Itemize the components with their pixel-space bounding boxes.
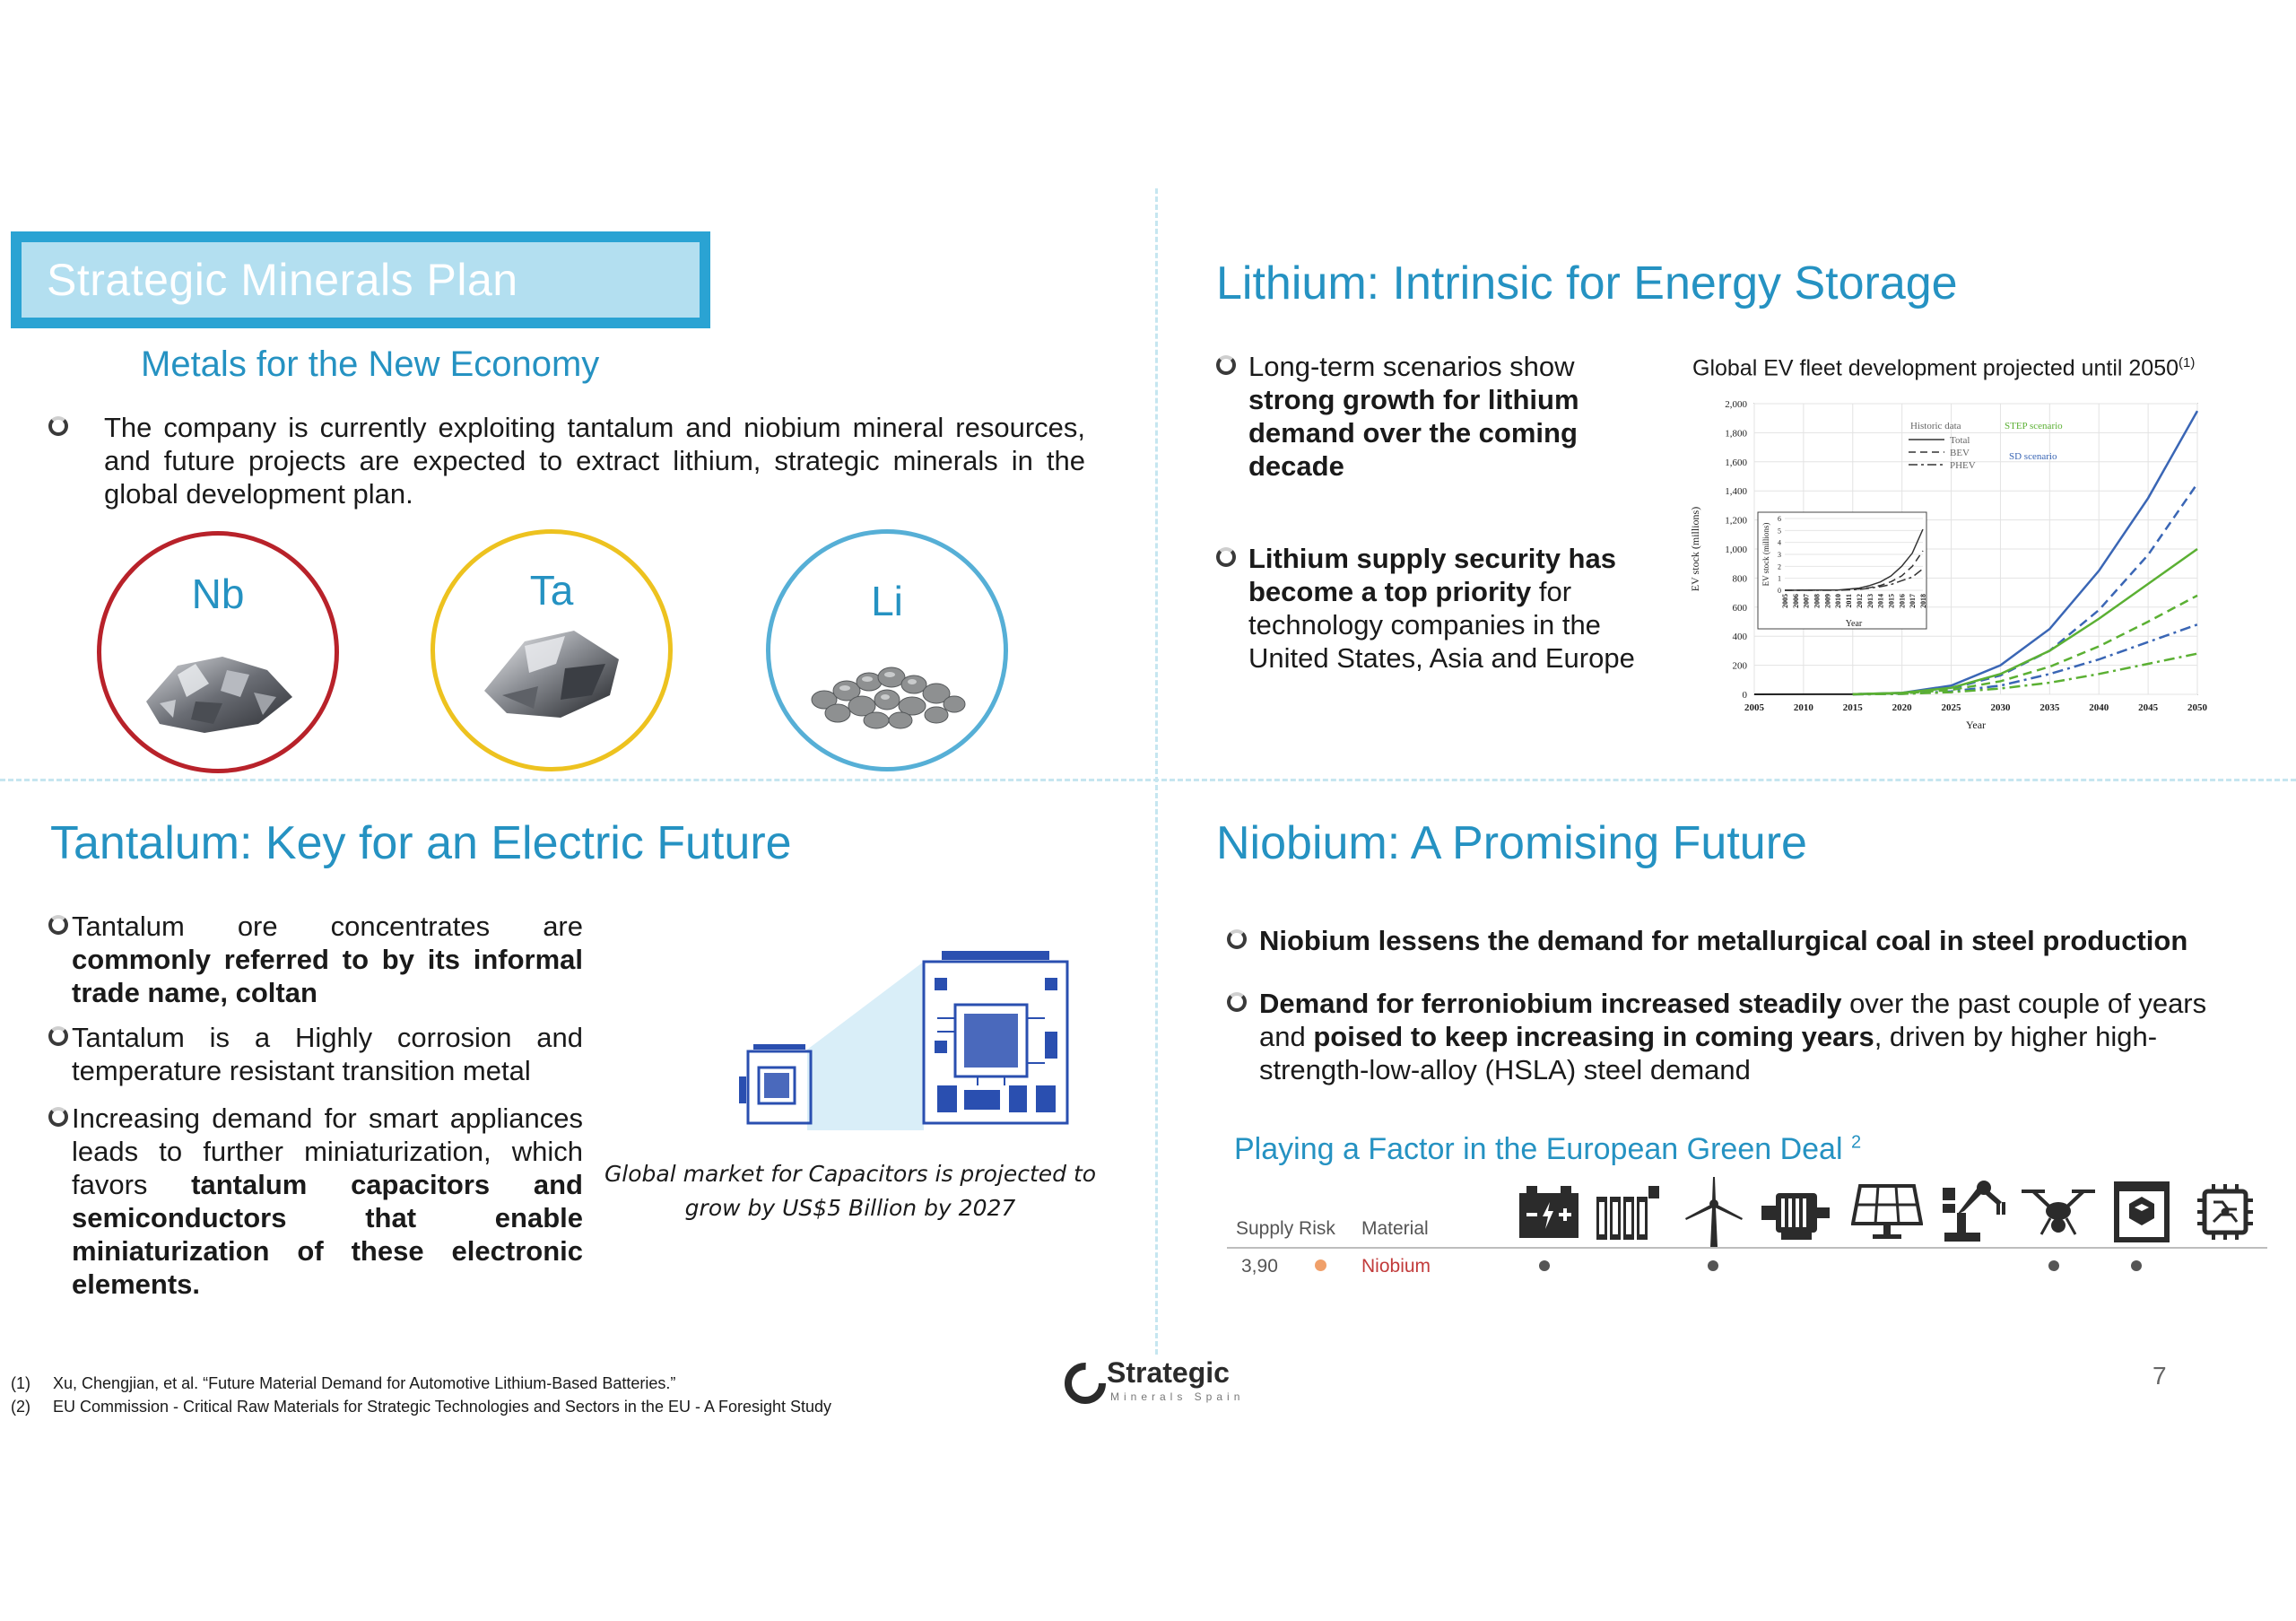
y-tick-label: 800 — [1732, 573, 1747, 585]
lithium-symbol: Li — [871, 578, 903, 624]
niobium-b1-bold: Niobium lessens the demand for metallurgical coal in steel production — [1259, 925, 2188, 956]
inset-x-tick: 2014 — [1876, 594, 1885, 608]
legend-total: Total — [1950, 435, 1970, 446]
tantalum-b1-bold: commonly referred to by its informal trade name, coltan — [72, 944, 583, 1008]
y-tick-label: 600 — [1732, 602, 1747, 614]
wind-turbine-icon — [1683, 1177, 1745, 1247]
y-tick-label: 1,200 — [1725, 515, 1747, 527]
inset-y-label: EV stock (millions) — [1761, 522, 1770, 587]
bullet-ring-icon — [48, 1026, 68, 1046]
logo-sub-text: Minerals Spain — [1110, 1390, 1245, 1403]
legend-step: STEP scenario — [2005, 421, 2063, 431]
metals-intro-bullet — [48, 411, 1085, 510]
x-tick-label: 2040 — [2089, 702, 2109, 713]
inset-y-tick: 1 — [1778, 574, 1781, 583]
green-deal-ref: 2 — [1850, 1132, 1862, 1153]
metals-subtitle: Metals for the New Economy — [141, 344, 600, 384]
inset-y-tick: 6 — [1778, 515, 1781, 523]
inset-x-tick: 2011 — [1845, 594, 1854, 608]
niobium-b2-bold-1: Demand for ferroniobium increased steadily — [1259, 988, 1842, 1019]
x-tick-label: 2035 — [2039, 702, 2060, 713]
drone-icon — [2018, 1184, 2099, 1243]
bullet-ring-icon — [1216, 547, 1236, 567]
green-deal-heading — [1234, 1132, 1861, 1167]
niobium-b2-bold-2: poised to keep increasing in coming years — [1313, 1021, 1874, 1052]
usage-dot — [1539, 1260, 1550, 1271]
niobium-b2-rest: , driven by higher high-strength-low-alloy (HSLA) steel demand — [1259, 1021, 2158, 1085]
y-axis-label: EV stock (millions) — [1689, 506, 1701, 592]
tantalum-b3-text: Increasing demand for smart appliances leads to further miniaturization, which favors — [72, 1102, 583, 1200]
inset-frame — [1758, 512, 1926, 629]
niobium-circle — [97, 531, 339, 773]
y-tick-label: 400 — [1732, 632, 1747, 643]
bullet-ring-icon — [1227, 929, 1247, 949]
inset-x-tick: 2013 — [1866, 594, 1874, 608]
tantalum-b3-bold: tantalum capacitors and semiconductors that enable miniaturization of these electronic elements. — [72, 1169, 583, 1300]
bullet-ring-icon — [48, 416, 68, 436]
tantalum-bullet-2 — [48, 1021, 583, 1087]
tantalum-title: Tantalum: Key for an Electric Future — [50, 817, 792, 869]
logo-ring-icon — [1062, 1360, 1109, 1407]
risk-indicator-dot — [1315, 1259, 1326, 1271]
tantalum-rock-icon — [475, 623, 628, 722]
inset-x-tick: 2017 — [1909, 594, 1918, 608]
capacitor-market-caption: Global market for Capacitors is projected to grow by US$5 Billion by 2027 — [604, 1161, 1097, 1221]
bullet-ring-icon — [1216, 355, 1236, 375]
legend-phev: PHEV — [1950, 460, 1976, 471]
usage-dot — [2048, 1260, 2059, 1271]
niobium-bullet-1 — [1227, 924, 2249, 957]
battery-icon — [1516, 1182, 1582, 1242]
lithium-b2-bold: Lithium supply security has become a top priority — [1248, 543, 1616, 607]
ev-chart-title-text: Global EV fleet development projected until 2050 — [1692, 355, 2179, 381]
bullet-ring-icon — [1227, 992, 1247, 1012]
lithium-bullet-1 — [1216, 350, 1647, 483]
y-tick-label: 2,000 — [1725, 399, 1747, 410]
supply-risk-header: Supply Risk — [1236, 1218, 1335, 1239]
inset-x-tick: 2009 — [1823, 594, 1832, 608]
x-axis-label: Year — [1965, 719, 1987, 731]
x-tick-label: 2030 — [1990, 702, 2011, 713]
logo-main-text: Strategic — [1107, 1356, 1230, 1389]
banner-title: Strategic Minerals Plan — [47, 255, 518, 305]
usage-dot — [1708, 1260, 1718, 1271]
material-header: Material — [1361, 1218, 1429, 1239]
niobium-bullet-2 — [1227, 987, 2249, 1086]
inset-y-tick: 3 — [1778, 551, 1781, 559]
inset-x-tick: 2015 — [1887, 594, 1896, 608]
footnote-1-num: (1) — [11, 1374, 30, 1392]
electric-motor-icon — [1760, 1184, 1831, 1242]
x-tick-label: 2050 — [2187, 702, 2207, 713]
inset-x-label: Year — [1845, 619, 1863, 629]
inset-x-tick: 2007 — [1802, 594, 1811, 608]
tantalum-bullet-1 — [48, 910, 583, 1009]
tantalum-b2-text: Tantalum is a Highly corrosion and temperature resistant transition metal — [72, 1022, 583, 1086]
ev-fleet-chart — [1686, 391, 2224, 741]
inset-y-tick: 0 — [1778, 587, 1781, 595]
niobium-b2-mid: over the past couple of years and — [1259, 988, 2207, 1052]
niobium-symbol: Nb — [191, 571, 245, 617]
inset-x-tick: 2005 — [1781, 594, 1789, 608]
footnote-2 — [11, 1398, 831, 1416]
y-tick-label: 0 — [1742, 690, 1747, 701]
horizontal-divider — [0, 779, 2296, 781]
inset-x-tick: 2006 — [1791, 594, 1800, 608]
ev-chart-title — [1692, 355, 2195, 381]
y-tick-label: 200 — [1732, 660, 1747, 672]
niobium-title: Niobium: A Promising Future — [1216, 817, 1807, 869]
solar-panel-icon — [1851, 1182, 1923, 1240]
metals-intro-text: The company is currently exploiting tantalum and niobium mineral resources, and future projects are expected to extract lithium, strategic minerals in the global development plan. — [104, 412, 1085, 510]
title-banner — [11, 231, 710, 328]
footnote-1 — [11, 1374, 675, 1393]
lithium-b2-text: for technology companies in the United States, Asia and Europe — [1248, 576, 1635, 674]
legend-historic: Historic data — [1910, 421, 1961, 431]
bullet-ring-icon — [48, 915, 68, 935]
lithium-title: Lithium: Intrinsic for Energy Storage — [1216, 257, 1958, 309]
x-tick-label: 2025 — [1941, 702, 1961, 713]
x-tick-label: 2005 — [1744, 702, 1764, 713]
inset-x-tick: 2012 — [1855, 594, 1864, 608]
lithium-rock-icon — [806, 650, 968, 731]
bullet-ring-icon — [48, 1107, 68, 1127]
usage-dot — [2131, 1260, 2142, 1271]
chip-icon — [2196, 1182, 2255, 1242]
footnote-2-text: EU Commission - Critical Raw Materials for Strategic Technologies and Sectors in the EU - A Foresight Study — [53, 1398, 832, 1416]
tantalum-b1-text: Tantalum ore concentrates are — [72, 911, 583, 942]
x-tick-label: 2020 — [1892, 702, 1912, 713]
circuit-board-icon — [735, 951, 1076, 1130]
footnote-1-text: Xu, Chengjian, et al. “Future Material Demand for Automotive Lithium-Based Batteries.” — [53, 1374, 676, 1392]
footnote-2-num: (2) — [11, 1398, 30, 1416]
y-tick-label: 1,800 — [1725, 428, 1747, 440]
page-number: 7 — [2152, 1362, 2167, 1390]
x-tick-label: 2045 — [2138, 702, 2159, 713]
lithium-b1-bold: strong growth for lithium demand over the coming decade — [1248, 384, 1579, 482]
3d-printer-icon — [2113, 1181, 2170, 1243]
x-tick-label: 2010 — [1793, 702, 1813, 713]
x-tick-label: 2015 — [1842, 702, 1863, 713]
battery-pack-icon — [1595, 1182, 1661, 1242]
supply-risk-value: 3,90 — [1241, 1256, 1278, 1277]
ev-chart-title-ref: (1) — [2179, 355, 2196, 370]
lithium-bullet-2 — [1216, 542, 1674, 675]
inset-x-tick: 2008 — [1813, 594, 1822, 608]
vertical-divider — [1155, 188, 1158, 1355]
y-tick-label: 1,400 — [1725, 486, 1747, 498]
lithium-circle — [766, 529, 1008, 771]
green-deal-text: Playing a Factor in the European Green Deal — [1234, 1132, 1843, 1166]
tantalum-circle — [430, 529, 673, 771]
material-value: Niobium — [1361, 1256, 1431, 1277]
company-logo — [1062, 1355, 1259, 1410]
y-tick-label: 1,600 — [1725, 457, 1747, 468]
legend-sd: SD scenario — [2009, 451, 2057, 462]
table-header-rule — [1227, 1247, 2267, 1249]
legend-bev: BEV — [1950, 448, 1970, 458]
inset-x-tick: 2016 — [1898, 594, 1907, 608]
y-tick-label: 1,000 — [1725, 545, 1747, 555]
inset-y-tick: 5 — [1778, 527, 1781, 536]
inset-y-tick: 4 — [1778, 538, 1781, 547]
tantalum-bullet-3 — [48, 1102, 583, 1301]
robot-arm-icon — [1939, 1179, 2007, 1243]
inset-x-tick: 2010 — [1834, 594, 1843, 608]
inset-x-tick: 2018 — [1919, 594, 1927, 608]
tantalum-symbol: Ta — [529, 567, 574, 614]
inset-y-tick: 2 — [1778, 562, 1781, 571]
lithium-b1-text: Long-term scenarios show — [1248, 351, 1575, 382]
niobium-rock-icon — [142, 648, 294, 737]
